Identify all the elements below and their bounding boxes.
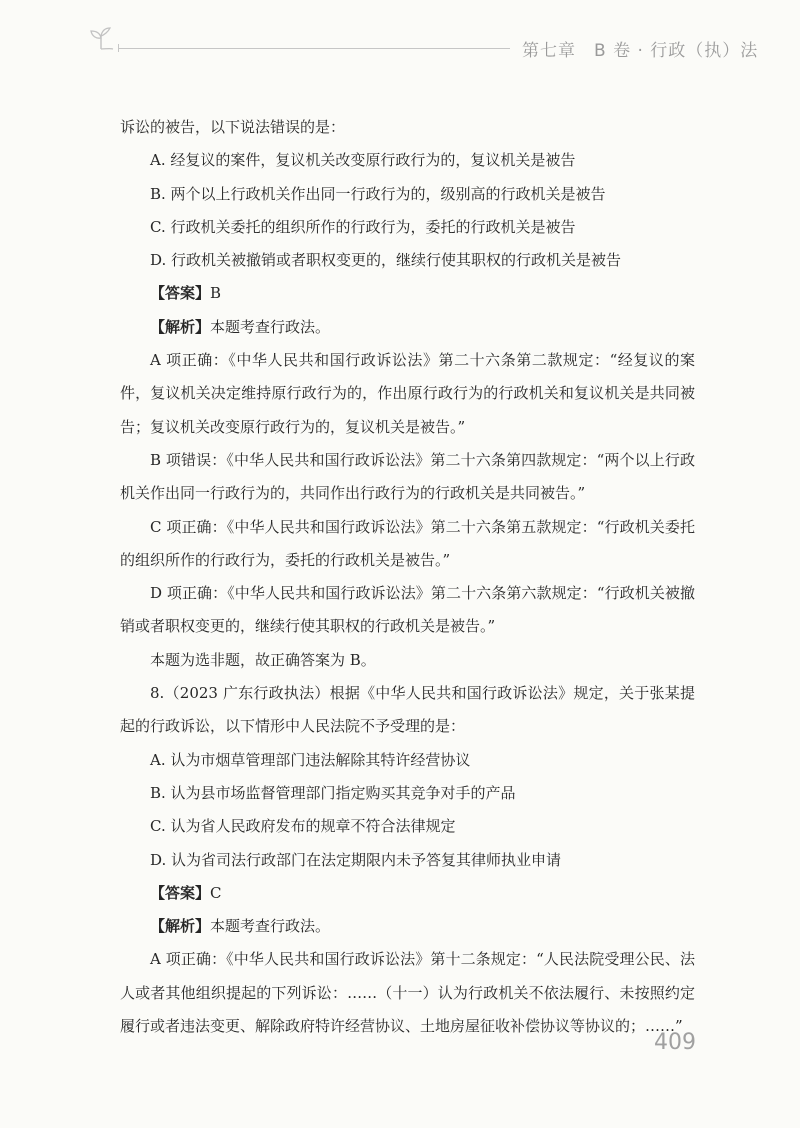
paragraph-text: 诉讼的被告，以下说法错误的是： <box>120 118 346 136</box>
paragraph <box>120 744 695 777</box>
paragraph <box>120 877 695 910</box>
paragraph <box>120 211 695 244</box>
paragraph <box>120 111 695 144</box>
paragraph <box>120 444 695 511</box>
paragraph <box>120 910 695 943</box>
paragraph-text: C. 行政机关委托的组织所作的行政行为，委托的行政机关是被告 <box>150 217 576 236</box>
header-rule <box>118 48 510 49</box>
paragraph <box>120 810 695 843</box>
paragraph-text: A. 认为市烟草管理部门违法解除其特许经营协议 <box>150 750 471 769</box>
paragraph <box>120 344 695 444</box>
paragraph <box>120 943 695 1043</box>
paragraph-text: A 项正确：《中华人民共和国行政诉讼法》第十二条规定：“人民法院受理公民、法人或者其他组织提起的下列诉讼：……（十一）认为行政机关不依法履行、未按照约定履行或者违法变更、解除政府特许经营协议、土地房屋征收补偿协议等协议的；……” <box>120 950 695 1036</box>
paragraph-text: D. 认为省司法行政部门在法定期限内未予答复其律师执业申请 <box>150 850 562 869</box>
paragraph-text: B. 两个以上行政机关作出同一行政行为的，级别高的行政机关是被告 <box>150 184 606 203</box>
paragraph-text: 本题为选非题，故正确答案为 B。 <box>150 650 376 669</box>
paragraph-text: C 项正确：《中华人民共和国行政诉讼法》第二十六条第五款规定：“行政机关委托的组织所作的行政行为，委托的行政机关是被告。” <box>120 517 695 569</box>
paragraph <box>120 311 695 344</box>
paragraph <box>120 677 695 744</box>
body-text <box>120 111 695 1043</box>
paragraph-text: 本题考查行政法。 <box>210 917 331 936</box>
section-label: 【答案】 <box>150 883 211 902</box>
paragraph-text: B <box>210 284 222 303</box>
paragraph <box>120 511 695 578</box>
paragraph <box>120 144 695 177</box>
paragraph-text: D 项正确：《中华人民共和国行政诉讼法》第二十六条第六款规定：“行政机关被撤销或者职权变更的，继续行使其职权的行政机关是被告。” <box>120 584 695 636</box>
page-number: 409 <box>654 1030 696 1055</box>
section-label: 【答案】 <box>150 284 211 303</box>
paragraph <box>120 277 695 310</box>
paragraph-text: D. 行政机关被撤销或者职权变更的，继续行使其职权的行政机关是被告 <box>150 251 622 270</box>
paragraph-text: B 项错误：《中华人民共和国行政诉讼法》第二十六条第四款规定：“两个以上行政机关作出同一行政行为的，共同作出行政行为的行政机关是共同被告。” <box>120 450 695 503</box>
chapter-title: 第七章 B 卷 · 行政（执）法 <box>522 41 759 61</box>
paragraph-text: B. 认为县市场监督管理部门指定购买其竞争对手的产品 <box>150 783 516 802</box>
section-label: 【解析】 <box>150 917 211 936</box>
paragraph <box>120 844 695 877</box>
paragraph <box>120 644 695 677</box>
paragraph-text: 本题考查行政法。 <box>210 317 331 336</box>
paragraph <box>120 777 695 810</box>
page-header <box>0 0 800 80</box>
section-label: 【解析】 <box>150 317 211 336</box>
paragraph <box>120 178 695 211</box>
paragraph-text: 8.（2023 广东行政执法）根据《中华人民共和国行政诉讼法》规定，关于张某提起的行政诉讼，以下情形中人民法院不予受理的是： <box>120 684 695 736</box>
paragraph-text: C <box>210 883 222 902</box>
paragraph <box>120 244 695 277</box>
paragraph-text: A 项正确：《中华人民共和国行政诉讼法》第二十六条第二款规定：“经复议的案件，复议机关决定维持原行政行为的，作出原行政行为的行政机关和复议机关是共同被告；复议机关改变原行政行为的，复议机关是被告。” <box>120 351 695 436</box>
paragraph <box>120 577 695 644</box>
paragraph-text: A. 经复议的案件，复议机关改变原行政行为的，复议机关是被告 <box>150 151 576 170</box>
sprout-icon <box>88 27 114 51</box>
paragraph-text: C. 认为省人民政府发布的规章不符合法律规定 <box>150 817 456 836</box>
